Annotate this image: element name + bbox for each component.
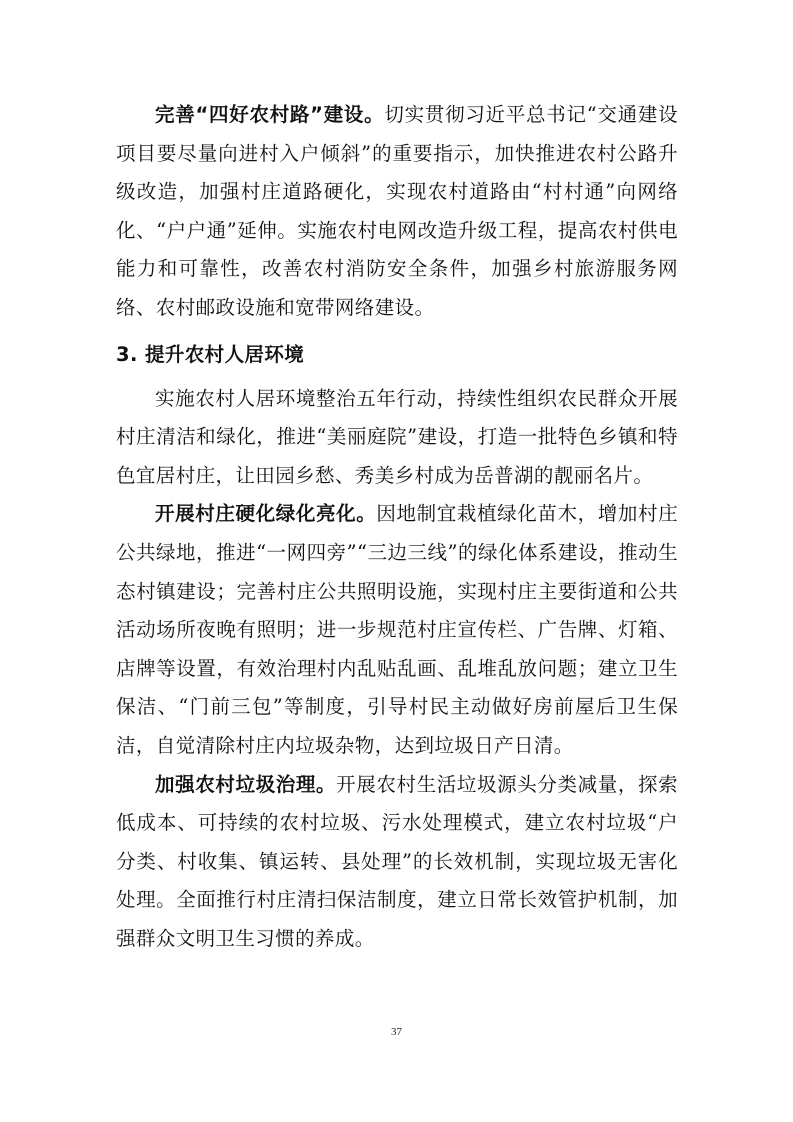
paragraph-hardening-greening [116, 495, 678, 765]
paragraph-text: 实施农村人居环境整治五年行动，持续性组织农民群众开展村庄清洁和绿化，推进“美丽庭院”建设，打造一批特色乡镇和特色宜居村庄，让田园乡愁、秀美乡村成为岳普湖的靓丽名片。 [116, 386, 678, 487]
page-number: 37 [391, 1026, 402, 1038]
page-body [116, 96, 678, 958]
section-heading: 3. 提升农村人居环境 [116, 342, 305, 366]
paragraph-text: 因地制宜栽植绿化苗木，增加村庄公共绿地，推进“一网四旁”“三边三线”的绿化体系建设，推动生态村镇建设；完善村庄公共照明设施，实现村庄主要街道和公共活动场所夜晚有照明；进一步规范村庄宣传栏、广告牌、灯箱、店牌等设置，有效治理村内乱贴乱画、乱堆乱放问题；建立卫生保洁、“门前三包”等制度，引导村民主动做好房前屋后卫生保洁，自觉清除村庄内垃圾杂物，达到垃圾日产日清。 [116, 502, 678, 757]
paragraph-living-environment [116, 380, 678, 496]
paragraph-garbage-treatment [116, 766, 678, 959]
paragraph-text: 切实贯彻习近平总书记“交通建设项目要尽量向进村入户倾斜”的重要指示，加快推进农村公路升级改造，加强村庄道路硬化，实现农村道路由“村村通”向网络化、“户户通”延伸。实施农村电网改造升级工程，提高农村供电能力和可靠性，改善农村消防安全条件，加强乡村旅游服务网络、农村邮政设施和宽带网络建设。 [116, 103, 678, 319]
paragraph-rural-roads [116, 96, 678, 328]
paragraph-lead: 完善“四好农村路”建设。 [155, 103, 385, 126]
paragraph-lead: 开展村庄硬化绿化亮化。 [155, 502, 377, 526]
paragraph-text: 开展农村生活垃圾源头分类减量，探索低成本、可持续的农村垃圾、污水处理模式，建立农村垃圾“户分类、村收集、镇运转、县处理”的长效机制，实现垃圾无害化处理。全面推行村庄清扫保洁制度，建立日常长效管护机制，加强群众文明卫生习惯的养成。 [116, 772, 678, 950]
paragraph-lead: 加强农村垃圾治理。 [155, 772, 337, 796]
